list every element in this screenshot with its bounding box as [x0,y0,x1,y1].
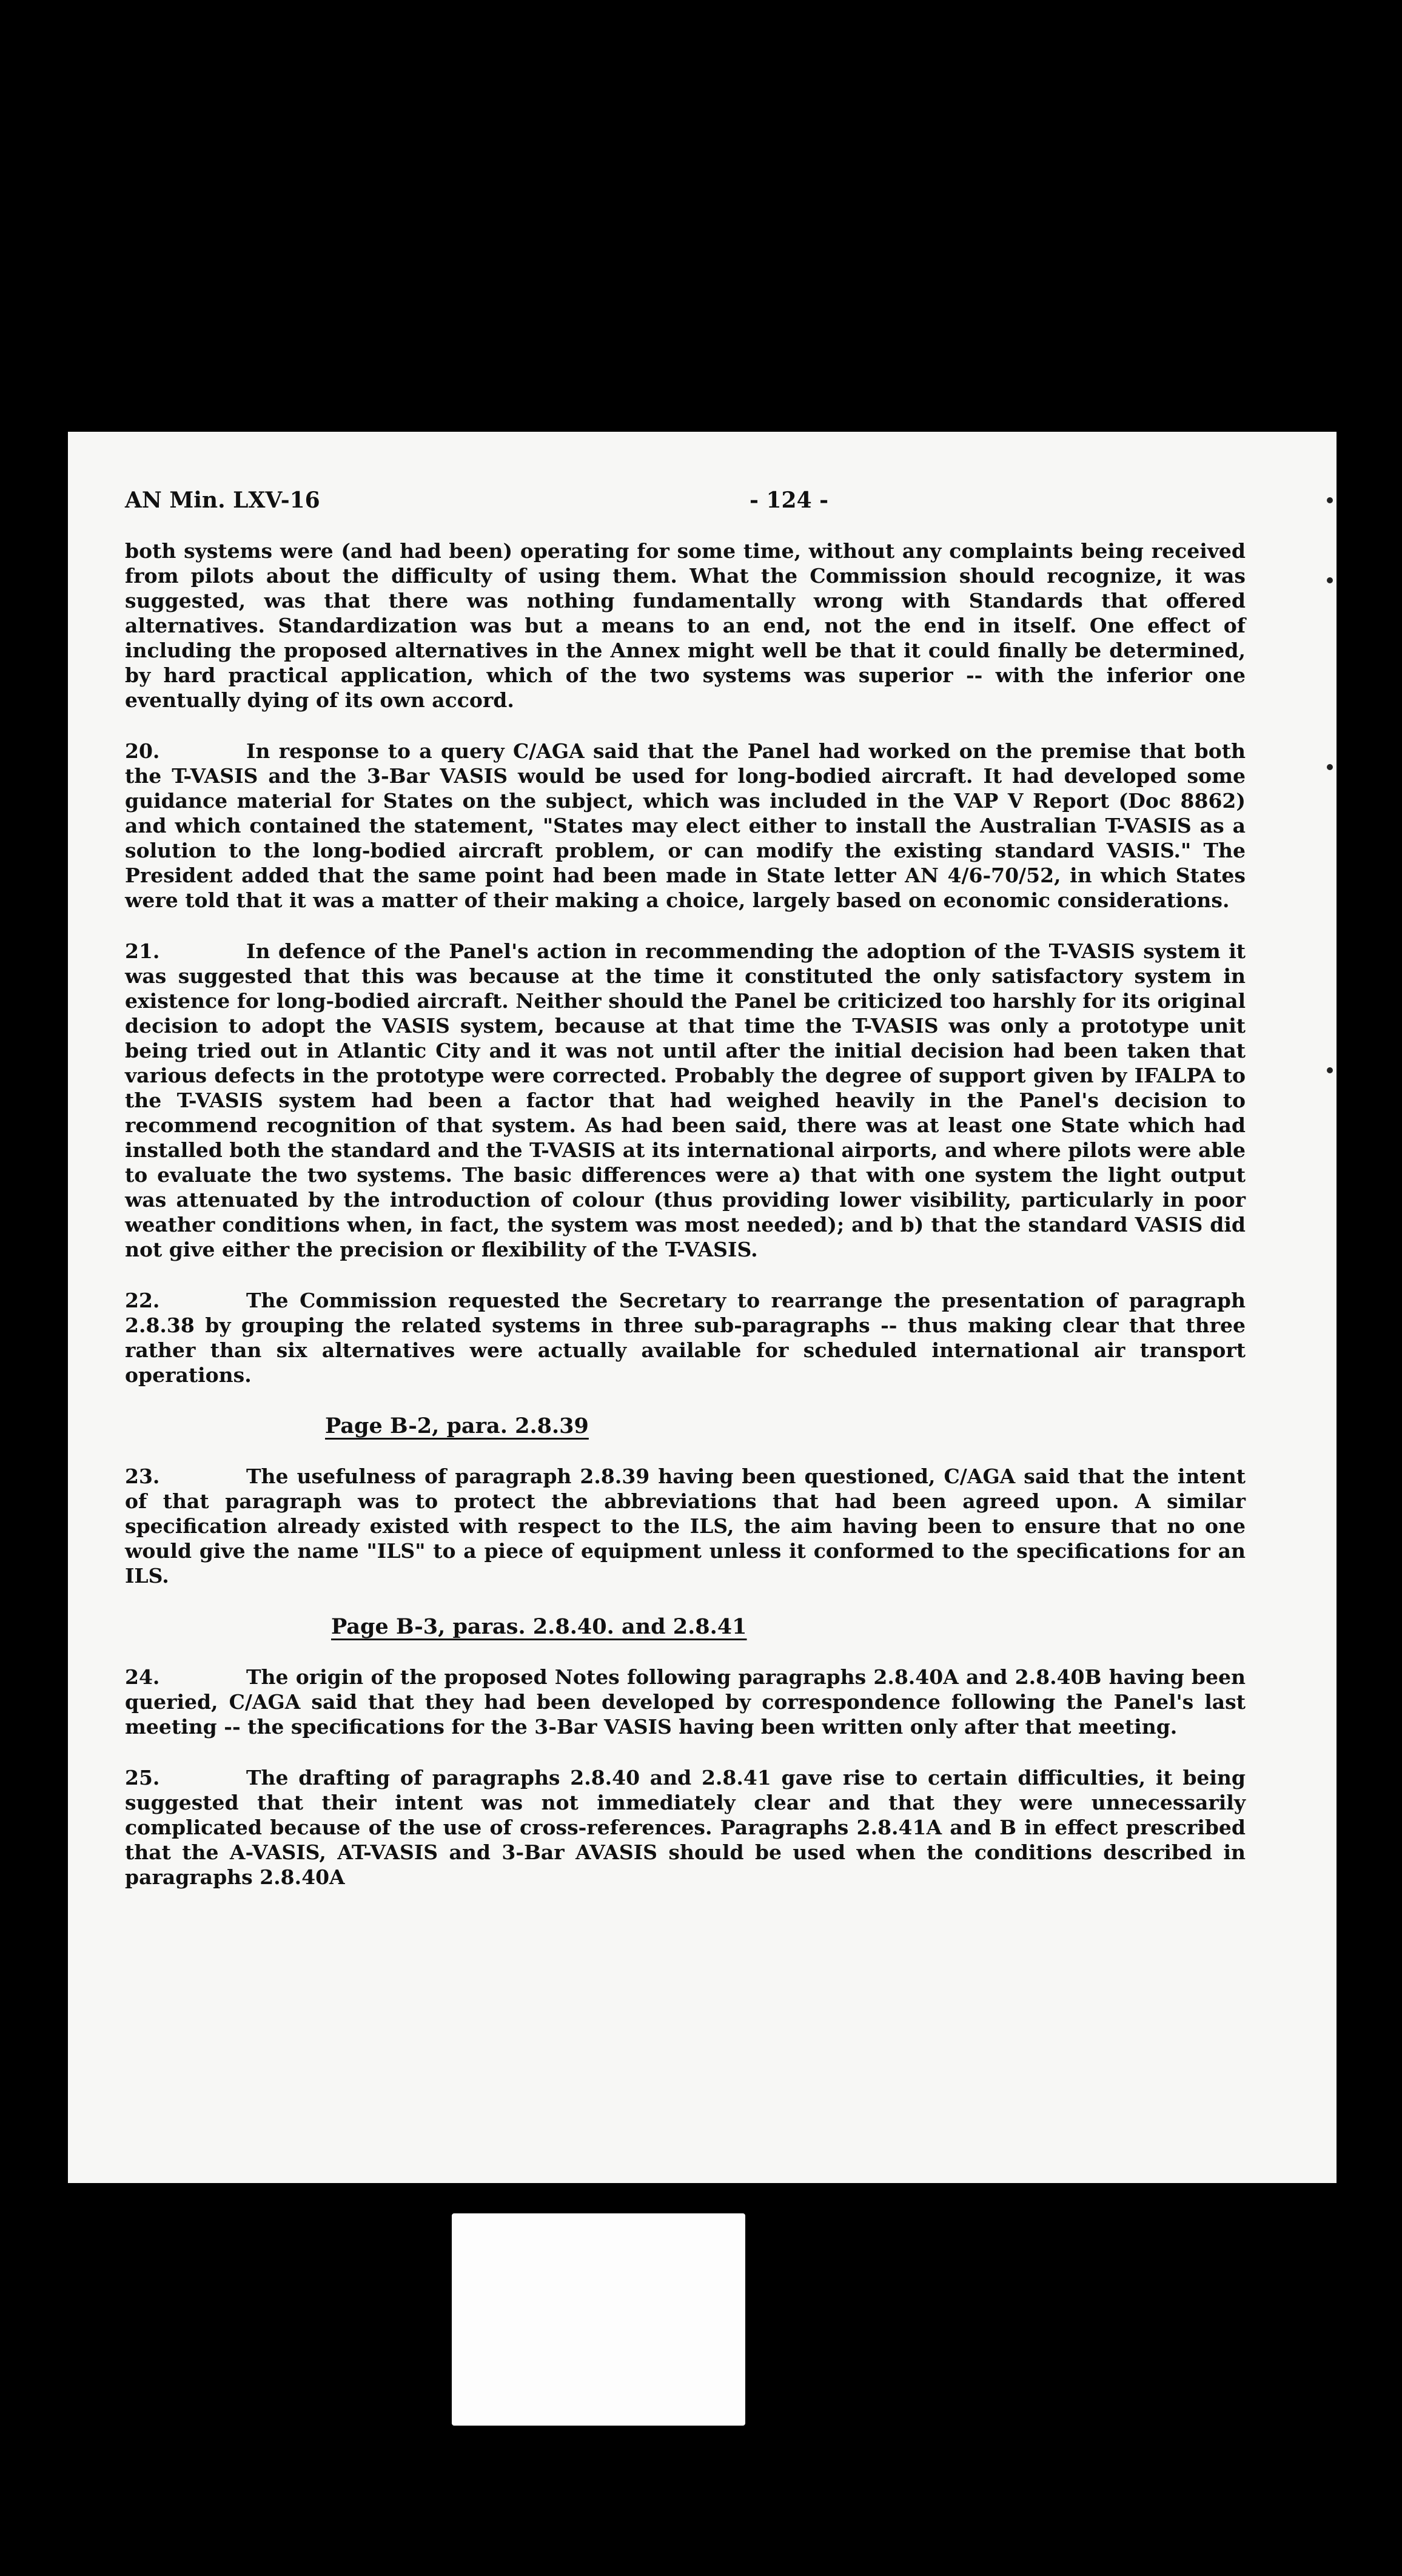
paragraph-number: 24. [125,1665,160,1689]
paragraph-24 [125,1665,1246,1739]
paragraph-number: 25. [125,1766,160,1789]
paragraph-text: In response to a query C/AGA said that the Panel had worked on the premise that both the T-VASIS and the 3-Bar VASIS would be used for long-bodied aircraft. It had developed some guidance material for States on the subject, which was included in the VAP V Report (Doc 8862) and which contained the statement, "States may elect either to install the Australian T-VASIS as a solution to the long-bodied aircraft problem, or can modify the existing standard VASIS." The President added that the same point had been made in State letter AN 4/6-70/52, in which States were told that it was a matter of their making a choice, largely based on economic considerations. [125,739,1246,912]
paragraph-number: 21. [125,939,160,963]
paragraph-23 [125,1464,1246,1588]
paragraph-text: both systems were (and had been) operating for some time, without any complaints being received from pilots about the difficulty of using them. What the Commission should recognize, it was suggested, was that there was nothing fundamentally wrong with Standards that offered alternatives. Standardization was but a means to an end, not the end in itself. One effect of including the proposed alternatives in the Annex might well be that it could finally be determined, by hard practical application, which of the two systems was superior -- with the inferior one eventually dying of its own accord. [125,539,1246,712]
paragraph-continuation [125,538,1246,713]
section-heading-b2: Page B-2, para. 2.8.39 [325,1414,589,1438]
margin-mark [1327,764,1333,770]
paragraph-text: In defence of the Panel's action in recommending the adoption of the T-VASIS system it was suggested that this was because at the time it constituted the only satisfactory system in existence for long-bodied aircraft. Neither should the Panel be criticized too harshly for its original decision to adopt the VASIS system, because at that time the T-VASIS was only a prototype unit being tried out in Atlantic City and it was not until after the initial decision had been taken that various defects in the prototype were corrected. Probably the degree of support given by IFALPA to the T-VASIS system had been a factor that had weighed heavily in the Panel's decision to recommend recognition of that system. As had been said, there was at least one State which had installed both the standard and the T-VASIS at its international airports, and where pilots were able to evaluate the two systems. The basic differences were a) that with one system the light output was attenuated by the introduction of colour (thus providing lower visibility, particularly in poor weather conditions when, in fact, the system was most needed); and b) that the standard VASIS did not give either the precision or flexibility of the T-VASIS. [125,939,1246,1261]
page-number: - 124 - [750,488,829,513]
paragraph-text: The drafting of paragraphs 2.8.40 and 2.8.41 gave rise to certain difficulties, it being suggested that their intent was not immediately clear and that they were unnecessarily complicated because of the use of cross-references. Paragraphs 2.8.41A and B in effect prescribed that the A-VASIS, AT-VASIS and 3-Bar AVASIS should be used when the conditions described in paragraphs 2.8.40A [125,1766,1246,1889]
paragraph-text: The Commission requested the Secretary to rearrange the presentation of paragraph 2.8.38 by grouping the related systems in three sub-paragraphs -- thus making clear that three rather than six alternatives were actually available for scheduled international air transport operations. [125,1289,1246,1387]
blank-card [452,2213,745,2426]
paragraph-number: 22. [125,1289,160,1312]
margin-mark [1327,497,1333,503]
margin-mark [1327,1067,1333,1073]
section-heading-b3: Page B-3, paras. 2.8.40. and 2.8.41 [331,1614,747,1639]
paragraph-number: 20. [125,739,160,763]
paragraph-20 [125,739,1246,913]
paragraph-25 [125,1765,1246,1890]
paragraph-21 [125,939,1246,1262]
document-page [68,432,1337,2183]
paragraph-22 [125,1288,1246,1387]
document-reference: AN Min. LXV-16 [125,488,320,513]
paragraph-text: The origin of the proposed Notes following paragraphs 2.8.40A and 2.8.40B having been queried, C/AGA said that they had been developed by correspondence following the Panel's last meeting -- the specifications for the 3-Bar VASIS having been written only after that meeting. [125,1665,1246,1739]
margin-mark [1327,577,1333,583]
paragraph-number: 23. [125,1464,160,1488]
paragraph-text: The usefulness of paragraph 2.8.39 having been questioned, C/AGA said that the intent of that paragraph was to protect the abbreviations that had been agreed upon. A similar specification already existed with respect to the ILS, the aim having been to ensure that no one would give the name "ILS" to a piece of equipment unless it conformed to the specifications for an ILS. [125,1464,1246,1588]
page-header [125,488,1246,538]
